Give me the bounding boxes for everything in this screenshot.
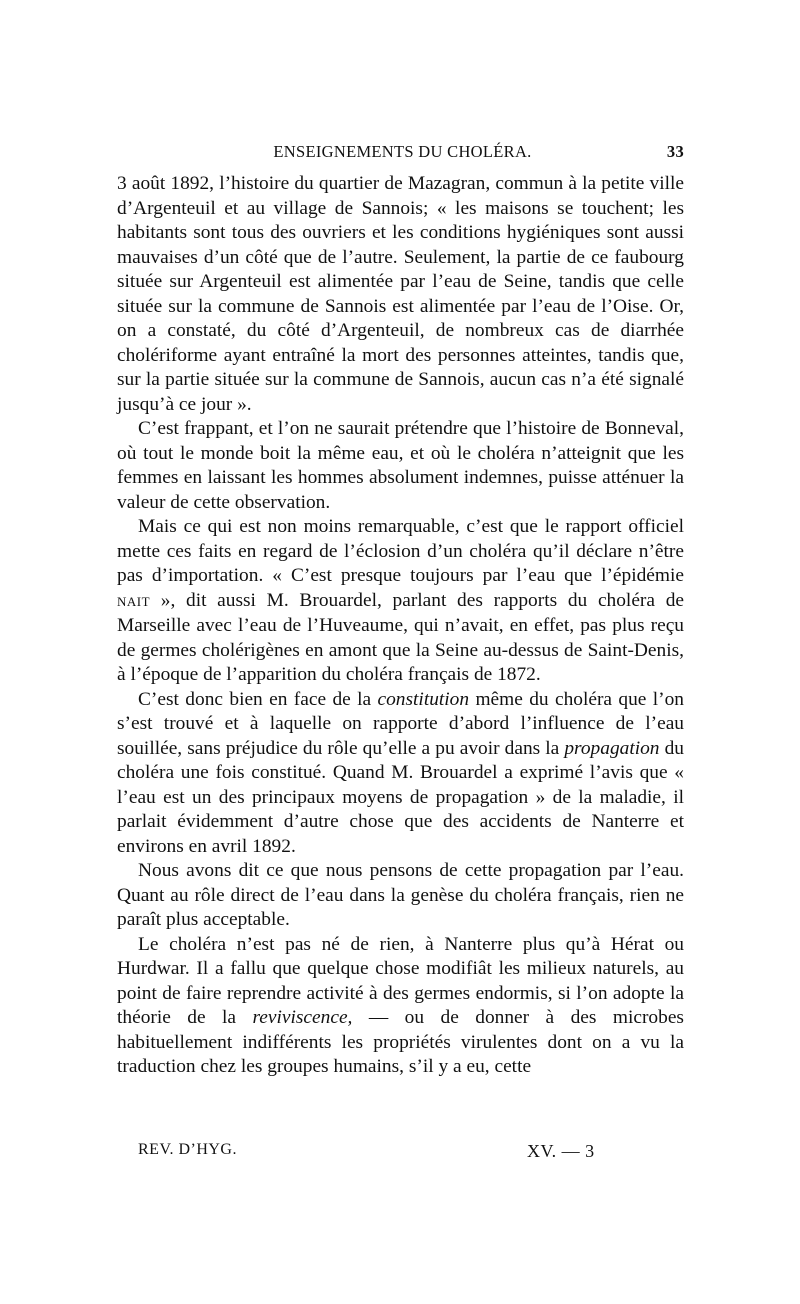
- book-page: [117, 0, 684, 1304]
- paragraph-text: même du choléra que l’on s’est trouvé et à laquelle on rapporte d’abord l’influence de l’eau souillée, sans préjudice du rôle qu’elle a pu avoir dans la: [117, 688, 684, 759]
- signature-mark: XV. — 3: [527, 1141, 595, 1161]
- italic-term: propagation: [564, 737, 660, 759]
- body-text: [117, 172, 684, 1080]
- paragraph-6: [117, 933, 684, 1080]
- paragraph-text: 3 août 1892, l’histoire du quartier de Mazagran, commun à la petite ville d’Argenteuil et au village de Sannois; « les maisons se touchent; les habitants sont tous des ouvriers et les conditions hygiéniques sont aussi mauvaises d’un côté que de l’autre. Seulement, la partie de ce faubourg située sur Argenteuil est alimentée par l’eau de Seine, tandis que celle située sur la commune de Sannois est alimentée par l’eau de l’Oise. Or, on a constaté, du côté d’Argenteuil, de nombreux cas de diarrhée cholériforme ayant entraîné la mort des personnes atteintes, tandis que, sur la partie située sur la commune de Sannois, aucun cas n’a été signalé jusqu’à ce jour ».: [117, 173, 684, 415]
- page-header: [117, 142, 684, 166]
- paragraph-text: », dit aussi M. Brouardel, parlant des rapports du choléra de Marseille avec l’eau de l’Huveaume, qui n’avait, en effet, pas plus reçu de germes cholérigènes en amont que la Seine au-dessus de Saint-Denis, à l’époque de l’apparition du choléra français de 1872.: [117, 589, 684, 685]
- paragraph-text: C’est donc bien en face de la: [138, 688, 378, 710]
- page-footer: [117, 1141, 684, 1167]
- paragraph-text: Mais ce qui est non moins remarquable, c’est que le rapport officiel mette ces faits en regard de l’éclosion d’un choléra qu’il déclare n’être pas d’importation. « C’est presque toujours par l’eau que l’épidémie: [117, 516, 684, 586]
- running-title: ENSEIGNEMENTS DU CHOLÉRA.: [273, 142, 532, 161]
- paragraph-5: [117, 859, 684, 933]
- paragraph-text: Nous avons dit ce que nous pensons de cette propagation par l’eau. Quant au rôle direct de l’eau dans la genèse du choléra français, rien ne paraît plus acceptable.: [117, 860, 684, 930]
- paragraph-text: Le choléra n’est pas né de rien, à Nanterre plus qu’à Hérat ou Hurdwar. Il a fallu que quelque chose modifiât les milieux naturels, au point de faire reprendre activité à des germes endormis, si l’on adopte la théorie de la: [117, 933, 684, 1028]
- paragraph-3: [117, 515, 684, 688]
- paragraph-text: C’est frappant, et l’on ne saurait prétendre que l’histoire de Bonneval, où tout le monde boit la même eau, et où le choléra n’atteignit que les femmes en laissant les hommes absolument indemnes, puisse atténuer la valeur de cette observation.: [117, 418, 684, 513]
- paragraph-2: [117, 417, 684, 515]
- small-caps-word: NAIT: [117, 593, 151, 609]
- italic-term: constitution: [377, 688, 470, 710]
- journal-abbreviation: REV. D’HYG.: [138, 1141, 237, 1158]
- paragraph-text: du choléra une fois constitué. Quand M. Brouardel a exprimé l’avis que « l’eau est un des principaux moyens de propagation » de la maladie, il parlait évidemment d’autre chose que des accidents de Nanterre et environs en avril 1892.: [117, 737, 684, 857]
- paragraph-1: [117, 172, 684, 417]
- page-number: 33: [666, 142, 684, 161]
- paragraph-text: — ou de donner à des microbes habituellement indifférents les propriétés virulentes dont on a vu la traduction chez les groupes humains, s’il y a eu, cette: [117, 1007, 684, 1077]
- italic-term: reviviscence,: [252, 1007, 353, 1028]
- paragraph-4: [117, 688, 684, 860]
